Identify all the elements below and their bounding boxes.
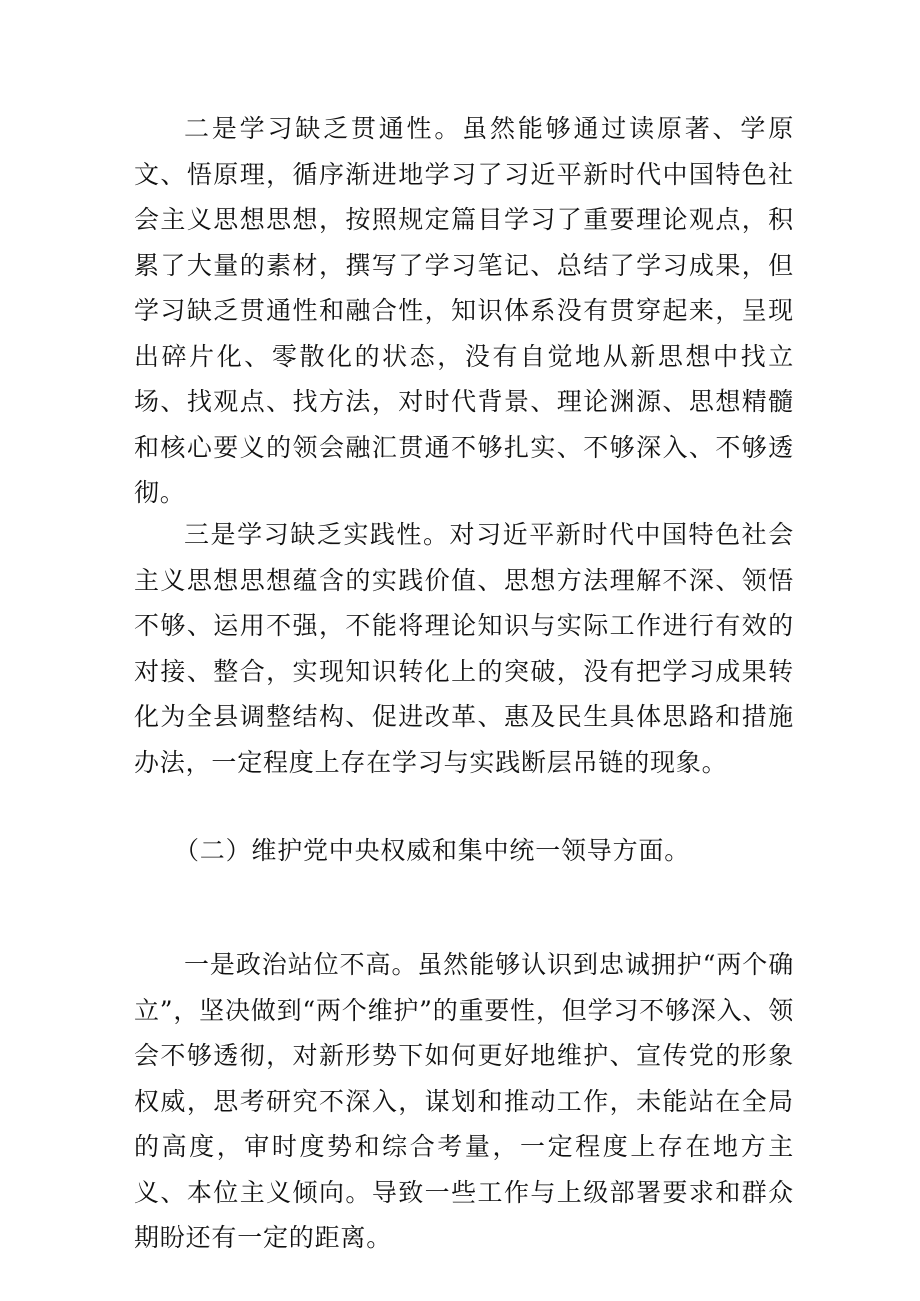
section-heading-party-authority: （二）维护党中央权威和集中统一领导方面。 bbox=[174, 836, 691, 865]
paragraph-political-stance: 一是政治站位不高。虽然能够认识到忠诚拥护“两个确立”，坚决做到“两个维护”的重要性，但学习不够深入、领会不够透彻，对新形势下如何更好地维护、宣传党的形象权威，思考研究不深入，谋划和推动工作，未能站在全局的高度，审时度势和综合考量，一定程度上存在地方主义、本位主义倾向。导致一些工作与上级部署要求和群众期盼还有一定的距离。 bbox=[134, 950, 794, 1252]
paragraph-learning-coherence: 二是学习缺乏贯通性。虽然能够通过读原著、学原文、悟原理，循序渐进地学习了习近平新时代中国特色社会主义思想思想，按照规定篇目学习了重要理论观点，积累了大量的素材，撰写了学习笔记、总结了学习成果，但学习缺乏贯通性和融合性，知识体系没有贯穿起来，呈现出碎片化、零散化的状态，没有自觉地从新思想中找立场、找观点、找方法，对时代背景、理论渊源、思想精髓和核心要义的领会融汇贯通不够扎实、不够深入、不够透彻。 bbox=[134, 114, 794, 507]
paragraph-learning-practice: 三是学习缺乏实践性。对习近平新时代中国特色社会主义思想思想蕴含的实践价值、思想方法理解不深、领悟不够、运用不强，不能将理论知识与实际工作进行有效的对接、整合，实现知识转化上的突破，没有把学习成果转化为全县调整结构、促进改革、惠及民生具体思路和措施办法，一定程度上存在学习与实践断层吊链的现象。 bbox=[134, 520, 794, 777]
